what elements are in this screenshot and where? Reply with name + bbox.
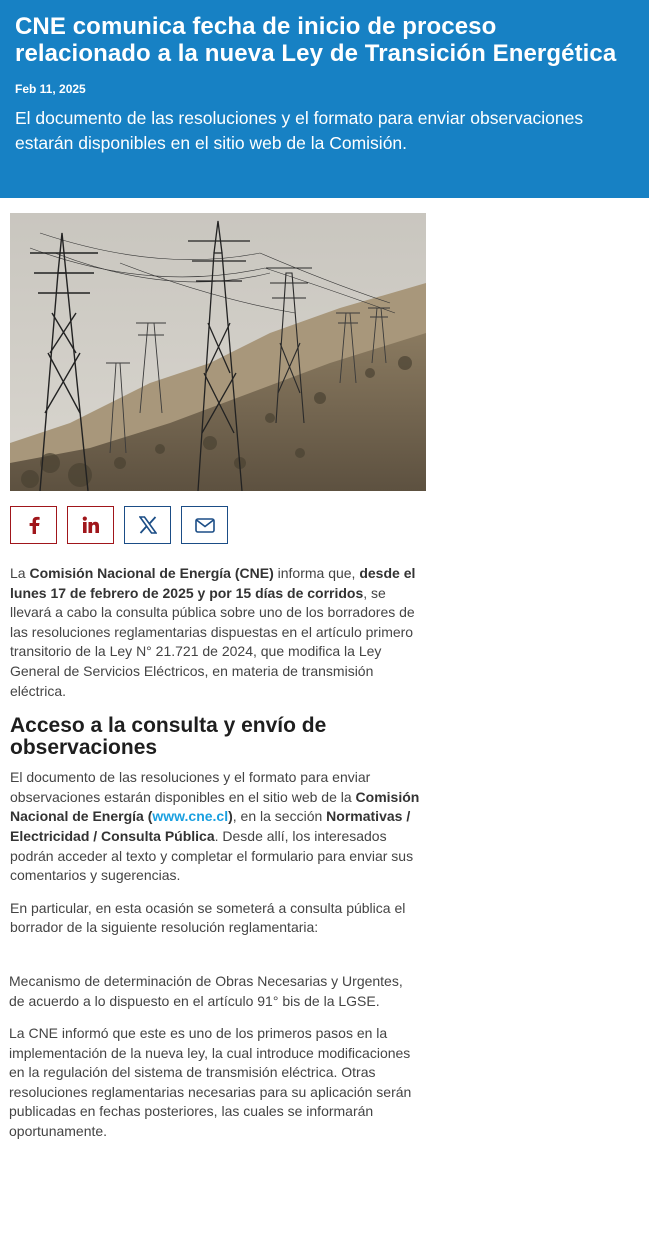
article-lead: El documento de las resoluciones y el formato para enviar observaciones estarán disponibles en el sitio web de la Comisión. xyxy=(15,108,584,153)
strong-text: Comisión Nacional de Energía ( xyxy=(10,788,420,825)
paragraph-access xyxy=(10,768,422,886)
article-title: CNE comunica fecha de inicio de proceso relacionado a la nueva Ley de Transición Energética xyxy=(15,13,617,67)
strong-text: Comisión Nacional de Energía (CNE) xyxy=(29,565,274,581)
linkedin-icon xyxy=(82,516,100,534)
paragraph-particular: En particular, en esta ocasión se someterá a consulta pública el borrador de la siguiente resolución reglamentaria: xyxy=(10,899,406,936)
article-image-power-towers xyxy=(10,213,426,491)
cne-website-link[interactable]: www.cne.cl xyxy=(152,808,229,825)
share-email-button[interactable] xyxy=(181,506,228,544)
paragraph-intro xyxy=(10,564,422,701)
text: . Desde allí, los interesados podrán acceder al texto y completar el formulario para enviar sus comentarios y sugerencias. xyxy=(10,827,414,884)
strong-text: desde el lunes 17 de febrero de 2025 y por 15 días de corridos xyxy=(10,565,416,601)
strong-text: ) xyxy=(228,808,233,825)
facebook-icon xyxy=(27,516,41,534)
publish-date: Feb 11, 2025 xyxy=(15,82,86,96)
share-facebook-button[interactable] xyxy=(10,506,57,544)
text: informa que, xyxy=(273,565,360,581)
article-header xyxy=(0,0,649,198)
x-icon xyxy=(139,516,157,534)
share-x-button[interactable] xyxy=(124,506,171,544)
text: La xyxy=(10,565,30,581)
paragraph-closing: La CNE informó que este es uno de los primeros pasos en la implementación de la nueva ley, la cual introduce modificaciones en la regulación del sistema de transmisión eléctrica. Otras resoluciones reglamentarias necesarias para su aplicación serán publicadas en fechas posteriores, las cuales se informarán oportunamente. xyxy=(9,1025,412,1140)
share-linkedin-button[interactable] xyxy=(67,506,114,544)
section-heading: Acceso a la consulta y envío de observaciones xyxy=(10,714,327,760)
article-body xyxy=(10,564,422,1142)
text: , en la sección xyxy=(232,808,327,825)
strong-text: Normativas / Electricidad / Consulta Pública xyxy=(10,808,411,844)
text: , se llevará a cabo la consulta pública sobre uno de los borradores de las resoluciones reglamentarias dispuestas en el artículo primero transitorio de la Ley N° 21.721 de 2024, que modifica la Ley General de Servicios Eléctricos, en materia de transmisión eléctrica. xyxy=(10,584,415,699)
share-bar xyxy=(10,506,228,544)
text: El documento de las resoluciones y el formato para enviar observaciones estarán disponibles en el sitio web de la xyxy=(10,769,371,805)
envelope-icon xyxy=(195,518,215,533)
resolution-item: Mecanismo de determinación de Obras Necesarias y Urgentes, de acuerdo a lo dispuesto en el artículo 91° bis de la LGSE. xyxy=(9,972,403,1009)
